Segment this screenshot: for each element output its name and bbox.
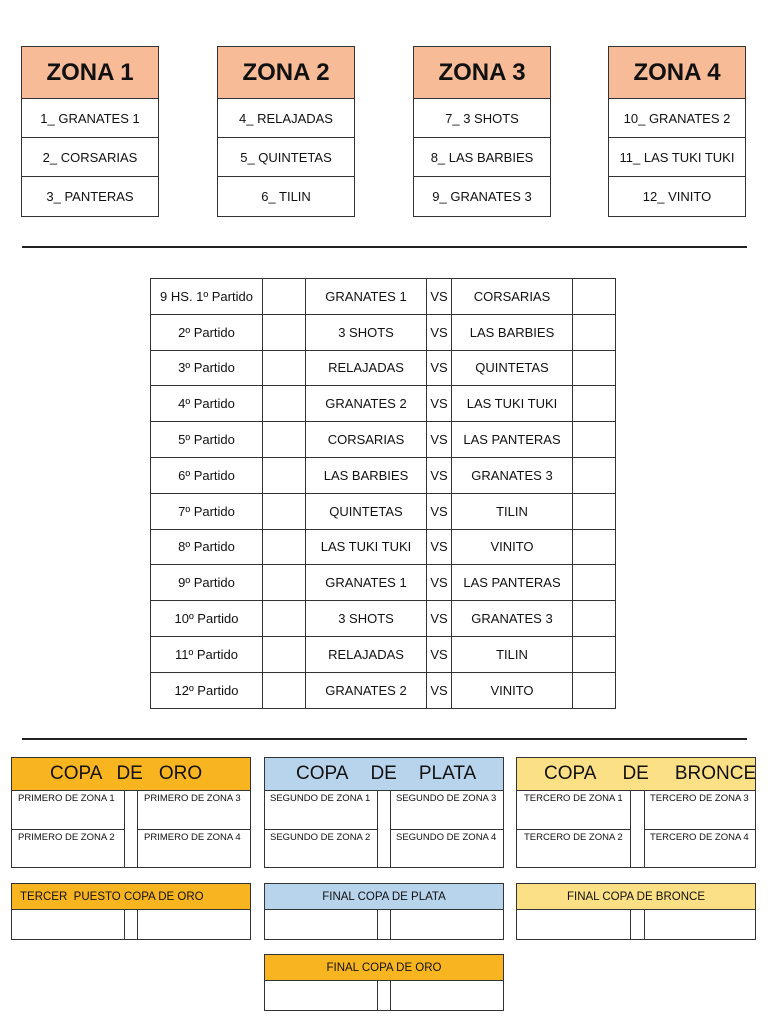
- cup-name: BRONCE: [674, 763, 757, 784]
- match-label: 6º Partido: [151, 457, 263, 493]
- zone-team: 9_ GRANATES 3: [432, 189, 532, 204]
- match-label: 4º Partido: [151, 386, 263, 422]
- score-cell-2: [573, 565, 616, 601]
- home-team: RELAJADAS: [306, 636, 427, 672]
- copa-oro-title: [12, 758, 250, 791]
- score-cell-2: [573, 493, 616, 529]
- match-divider: [630, 910, 631, 940]
- score-cell-1: [263, 386, 306, 422]
- score-cell-1: [263, 422, 306, 458]
- de-word: DE: [116, 763, 143, 784]
- cup-slot: TERCERO DE ZONA 2: [524, 832, 623, 843]
- match-slots: [12, 910, 250, 940]
- fixture-row: [151, 457, 616, 493]
- zone-team: 5_ QUINTETAS: [218, 138, 354, 177]
- home-team: GRANATES 2: [306, 672, 427, 708]
- zone-team: 4_ RELAJADAS: [218, 99, 354, 138]
- cup-divider: [630, 791, 631, 868]
- fixture-row: [151, 493, 616, 529]
- vs-label: VS: [427, 601, 452, 637]
- match-title: FINAL COPA DE BRONCE: [517, 884, 755, 910]
- fixture-row: [151, 314, 616, 350]
- fixture-row: [151, 565, 616, 601]
- cup-slot: TERCERO DE ZONA 3: [650, 793, 749, 804]
- cup-divider: [517, 829, 630, 830]
- zone-team: 10_ GRANATES 2: [609, 99, 745, 138]
- divider-bottom: [22, 738, 747, 740]
- match-divider: [390, 981, 391, 1011]
- copa-oro-box: [11, 757, 251, 868]
- match-label: 5º Partido: [151, 422, 263, 458]
- cup-divider: [12, 829, 124, 830]
- final-bronce-box: [516, 883, 756, 940]
- cup-slot: PRIMERO DE ZONA 1: [18, 793, 115, 804]
- score-cell-1: [263, 565, 306, 601]
- away-team: CORSARIAS: [452, 279, 573, 315]
- vs-label: VS: [427, 457, 452, 493]
- cup-name: PLATA: [418, 763, 477, 784]
- cup-slot: PRIMERO DE ZONA 2: [18, 832, 115, 843]
- zone-team: 6_ TILIN: [261, 189, 311, 204]
- away-team: LAS PANTERAS: [452, 565, 573, 601]
- home-team: 3 SHOTS: [306, 314, 427, 350]
- score-cell-2: [573, 636, 616, 672]
- copa-bronce-slots: [517, 791, 755, 868]
- score-cell-1: [263, 457, 306, 493]
- zone-team: 3_ PANTERAS: [46, 189, 134, 204]
- cup-divider: [644, 829, 755, 830]
- match-label: 2º Partido: [151, 314, 263, 350]
- match-divider: [124, 910, 125, 940]
- copa-bronce-title: [517, 758, 755, 791]
- score-cell-1: [263, 314, 306, 350]
- fixture-row: [151, 422, 616, 458]
- match-divider: [390, 910, 391, 940]
- zone-title: ZONA 3: [414, 47, 550, 99]
- match-label: 8º Partido: [151, 529, 263, 565]
- de-word: DE: [622, 763, 649, 784]
- score-cell-2: [573, 279, 616, 315]
- vs-label: VS: [427, 672, 452, 708]
- score-cell-2: [573, 314, 616, 350]
- score-cell-2: [573, 457, 616, 493]
- cup-divider: [124, 791, 125, 868]
- match-divider: [377, 981, 378, 1011]
- fixture-row: [151, 601, 616, 637]
- score-cell-1: [263, 601, 306, 637]
- cup-slot: SEGUNDO DE ZONA 1: [270, 793, 371, 804]
- home-team: GRANATES 1: [306, 565, 427, 601]
- cup-divider: [390, 829, 503, 830]
- copa-word: COPA: [50, 763, 103, 784]
- match-slots: [265, 910, 503, 940]
- fixture-row: [151, 279, 616, 315]
- match-title: FINAL COPA DE ORO: [265, 955, 503, 981]
- cup-slot: TERCERO DE ZONA 1: [524, 793, 623, 804]
- away-team: GRANATES 3: [452, 457, 573, 493]
- vs-label: VS: [427, 636, 452, 672]
- cup-divider: [265, 829, 377, 830]
- match-divider: [137, 910, 138, 940]
- vs-label: VS: [427, 493, 452, 529]
- copa-plata-box: [264, 757, 504, 868]
- zone-team: 7_ 3 SHOTS: [414, 99, 550, 138]
- zone-4-box: [608, 46, 746, 217]
- cup-divider: [377, 791, 378, 868]
- match-label: 12º Partido: [151, 672, 263, 708]
- away-team: LAS PANTERAS: [452, 422, 573, 458]
- match-divider: [377, 910, 378, 940]
- cup-slot: SEGUNDO DE ZONA 4: [396, 832, 497, 843]
- score-cell-2: [573, 350, 616, 386]
- cup-slot: PRIMERO DE ZONA 4: [144, 832, 241, 843]
- zone-team: 1_ GRANATES 1: [22, 99, 158, 138]
- match-label: 9 HS. 1º Partido: [151, 279, 263, 315]
- match-label: 11º Partido: [151, 636, 263, 672]
- cup-name: ORO: [158, 763, 203, 784]
- match-label: 10º Partido: [151, 601, 263, 637]
- zone-3-box: [413, 46, 551, 217]
- match-label: 3º Partido: [151, 350, 263, 386]
- score-cell-1: [263, 636, 306, 672]
- match-slots: [265, 981, 503, 1011]
- away-team: VINITO: [452, 672, 573, 708]
- cup-slot: PRIMERO DE ZONA 3: [144, 793, 241, 804]
- match-label: 7º Partido: [151, 493, 263, 529]
- away-team: TILIN: [452, 636, 573, 672]
- home-team: CORSARIAS: [306, 422, 427, 458]
- away-team: QUINTETAS: [452, 350, 573, 386]
- copa-word: COPA: [544, 763, 597, 784]
- de-word: DE: [370, 763, 397, 784]
- away-team: TILIN: [452, 493, 573, 529]
- fixture-row: [151, 636, 616, 672]
- vs-label: VS: [427, 279, 452, 315]
- home-team: GRANATES 2: [306, 386, 427, 422]
- score-cell-2: [573, 386, 616, 422]
- copa-word: COPA: [296, 763, 349, 784]
- cup-slot: TERCERO DE ZONA 4: [650, 832, 749, 843]
- copa-plata-title: [265, 758, 503, 791]
- home-team: 3 SHOTS: [306, 601, 427, 637]
- home-team: LAS TUKI TUKI: [306, 529, 427, 565]
- away-team: LAS TUKI TUKI: [452, 386, 573, 422]
- zone-team: 11_ LAS TUKI TUKI: [609, 138, 745, 177]
- score-cell-1: [263, 672, 306, 708]
- fixture-body: [151, 279, 616, 709]
- copa-bronce-box: [516, 757, 756, 868]
- home-team: QUINTETAS: [306, 493, 427, 529]
- vs-label: VS: [427, 422, 452, 458]
- match-divider: [644, 910, 645, 940]
- vs-label: VS: [427, 529, 452, 565]
- fixture-row: [151, 350, 616, 386]
- fixture-row: [151, 672, 616, 708]
- vs-label: VS: [427, 386, 452, 422]
- zone-2-box: [217, 46, 355, 217]
- zone-team: 8_ LAS BARBIES: [414, 138, 550, 177]
- score-cell-2: [573, 422, 616, 458]
- zone-team: 2_ CORSARIAS: [22, 138, 158, 177]
- final-plata-box: [264, 883, 504, 940]
- zone-title: ZONA 4: [609, 47, 745, 99]
- score-cell-2: [573, 672, 616, 708]
- match-slots: [517, 910, 755, 940]
- match-title: FINAL COPA DE PLATA: [265, 884, 503, 910]
- zone-title: ZONA 2: [218, 47, 354, 99]
- score-cell-2: [573, 601, 616, 637]
- cup-slot: SEGUNDO DE ZONA 3: [396, 793, 497, 804]
- copa-plata-slots: [265, 791, 503, 868]
- score-cell-1: [263, 279, 306, 315]
- home-team: GRANATES 1: [306, 279, 427, 315]
- fixture-table: [150, 278, 616, 709]
- tercer-puesto-oro-box: [11, 883, 251, 940]
- score-cell-1: [263, 350, 306, 386]
- zone-team: 12_ VINITO: [642, 189, 712, 204]
- vs-label: VS: [427, 314, 452, 350]
- final-oro-box: [264, 954, 504, 1011]
- home-team: RELAJADAS: [306, 350, 427, 386]
- home-team: LAS BARBIES: [306, 457, 427, 493]
- fixture-row: [151, 529, 616, 565]
- zone-title: ZONA 1: [22, 47, 158, 99]
- zone-1-box: [21, 46, 159, 217]
- copa-oro-slots: [12, 791, 250, 868]
- score-cell-1: [263, 529, 306, 565]
- divider-top: [22, 246, 747, 248]
- match-title: TERCER PUESTO COPA DE ORO: [12, 884, 250, 910]
- fixture-row: [151, 386, 616, 422]
- score-cell-2: [573, 529, 616, 565]
- vs-label: VS: [427, 565, 452, 601]
- away-team: VINITO: [452, 529, 573, 565]
- vs-label: VS: [427, 350, 452, 386]
- away-team: GRANATES 3: [452, 601, 573, 637]
- match-label: 9º Partido: [151, 565, 263, 601]
- cup-divider: [137, 829, 250, 830]
- score-cell-1: [263, 493, 306, 529]
- cup-slot: SEGUNDO DE ZONA 2: [270, 832, 371, 843]
- away-team: LAS BARBIES: [452, 314, 573, 350]
